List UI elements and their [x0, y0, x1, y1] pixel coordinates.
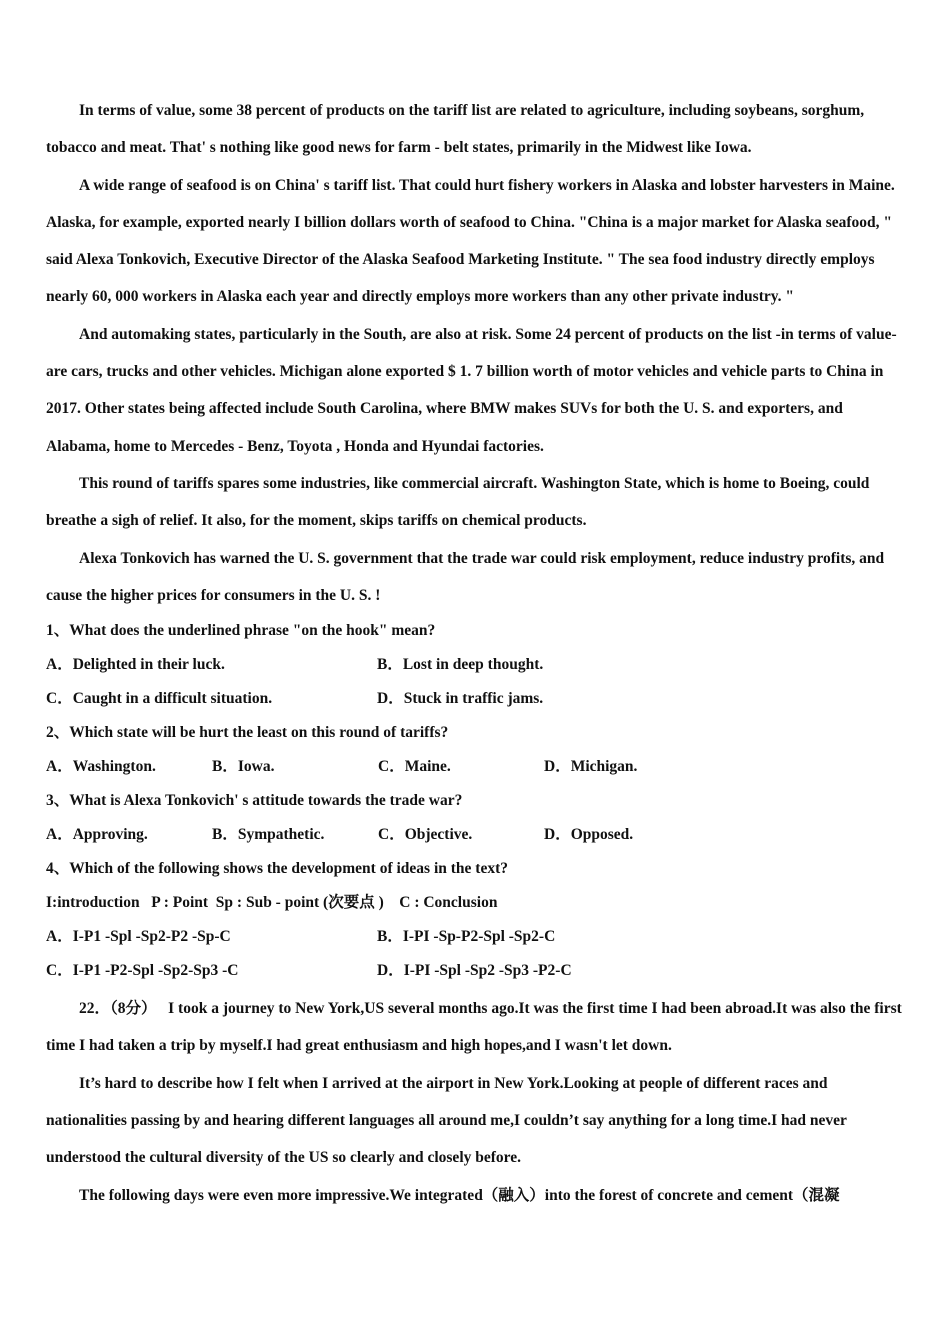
option-a: A．Approving. — [46, 826, 148, 844]
option-c: C．Maine. — [378, 758, 451, 776]
passage-22-following-days: The following days were even more impressive.We integrated（融入）into the forest of concrete and cement（混凝 — [79, 1186, 840, 1204]
option-b: B．Sympathetic. — [212, 826, 325, 844]
option-d: D．Opposed. — [544, 826, 634, 844]
option-b: B．Iowa. — [212, 758, 275, 776]
question-text: 3、What is Alexa Tonkovich' s attitude towards the trade war? — [46, 792, 463, 810]
paragraph-agriculture: In terms of value, some 38 percent of products on the tariff list are related to agriculture, including soybeans, sorghum, tobacco and meat. That' s nothing like good news for farm - belt states, primarily in the Midwest like Iowa. — [46, 102, 865, 157]
options-row — [46, 648, 906, 682]
options-row — [46, 682, 906, 716]
option-a: A．Washington. — [46, 758, 156, 776]
option-c: C．Objective. — [378, 826, 473, 844]
question-legend: I:introduction P : Point Sp : Sub - point (次要点 ) C : Conclusion — [46, 894, 498, 912]
options-row — [46, 920, 906, 954]
paragraph-warning: Alexa Tonkovich has warned the U. S. government that the trade war could risk employment, reduce industry profits, and cause the higher prices for consumers in the U. S. ! — [46, 549, 885, 604]
question-4 — [46, 852, 906, 988]
option-a: A．I-P1 -Spl -Sp2-P2 -Sp-C — [46, 928, 231, 946]
question-text: 4、Which of the following shows the development of ideas in the text? — [46, 860, 508, 878]
paragraph-seafood: A wide range of seafood is on China' s tariff list. That could hurt fishery workers in Alaska and lobster harvesters in Maine. Alaska, for example, exported nearly I billion dollars worth of seafood to China. "China is a major market for Alaska seafood, " said Alexa Tonkovich, Executive Director of the Alaska Seafood Marketing Institute. " The sea food industry directly employs nearly 60, 000 workers in Alaska each year and directly employs more workers than any other private industry. " — [46, 176, 895, 306]
passage-22-airport: It’s hard to describe how I felt when I arrived at the airport in New York.Looking at people of different races and nationalities passing by and hearing different languages all around me,I couldn’t say anything for a long time.I had never understood the cultural diversity of the US so clearly and closely before. — [46, 1074, 847, 1167]
paragraph-automaking: And automaking states, particularly in the South, are also at risk. Some 24 percent of products on the list -in terms of value-are cars, trucks and other vehicles. Michigan alone exported $ 1. 7 billion worth of motor vehicles and vehicle parts to China in 2017. Other states being affected include South Carolina, where BMW makes SUVs for both the U. S. and exporters, and Alabama, home to Mercedes - Benz, Toyota , Honda and Hyundai factories. — [46, 325, 897, 455]
options-row — [46, 750, 906, 784]
option-b: B．I-PI -Sp-P2-Spl -Sp2-C — [377, 928, 556, 946]
paragraph-spared-industries: This round of tariffs spares some industries, like commercial aircraft. Washington State, which is home to Boeing, could breathe a sigh of relief. It also, for the moment, skips tariffs on chemical products. — [46, 474, 870, 530]
option-d: D．I-PI -Spl -Sp2 -Sp3 -P2-C — [377, 962, 572, 980]
question-text: 1、What does the underlined phrase "on the hook" mean? — [46, 622, 436, 640]
question-3 — [46, 784, 906, 852]
question-2 — [46, 716, 906, 784]
option-a: A．Delighted in their luck. — [46, 656, 225, 674]
option-d: D．Stuck in traffic jams. — [377, 690, 544, 708]
option-d: D．Michigan. — [544, 758, 638, 776]
passage-22-intro: 22．（8分） I took a journey to New York,US several months ago.It was the first time I had been abroad.It was also the first time I had taken a trip by myself.I had great enthusiasm and high hopes,and I wasn't let down. — [46, 1000, 906, 1055]
option-c: C．I-P1 -P2-Spl -Sp2-Sp3 -C — [46, 962, 239, 980]
question-1 — [46, 614, 906, 716]
options-row — [46, 954, 906, 988]
options-row — [46, 818, 906, 852]
document-page — [46, 92, 906, 1214]
option-b: B．Lost in deep thought. — [377, 656, 544, 674]
option-c: C．Caught in a difficult situation. — [46, 690, 273, 708]
question-text: 2、Which state will be hurt the least on this round of tariffs? — [46, 724, 449, 742]
